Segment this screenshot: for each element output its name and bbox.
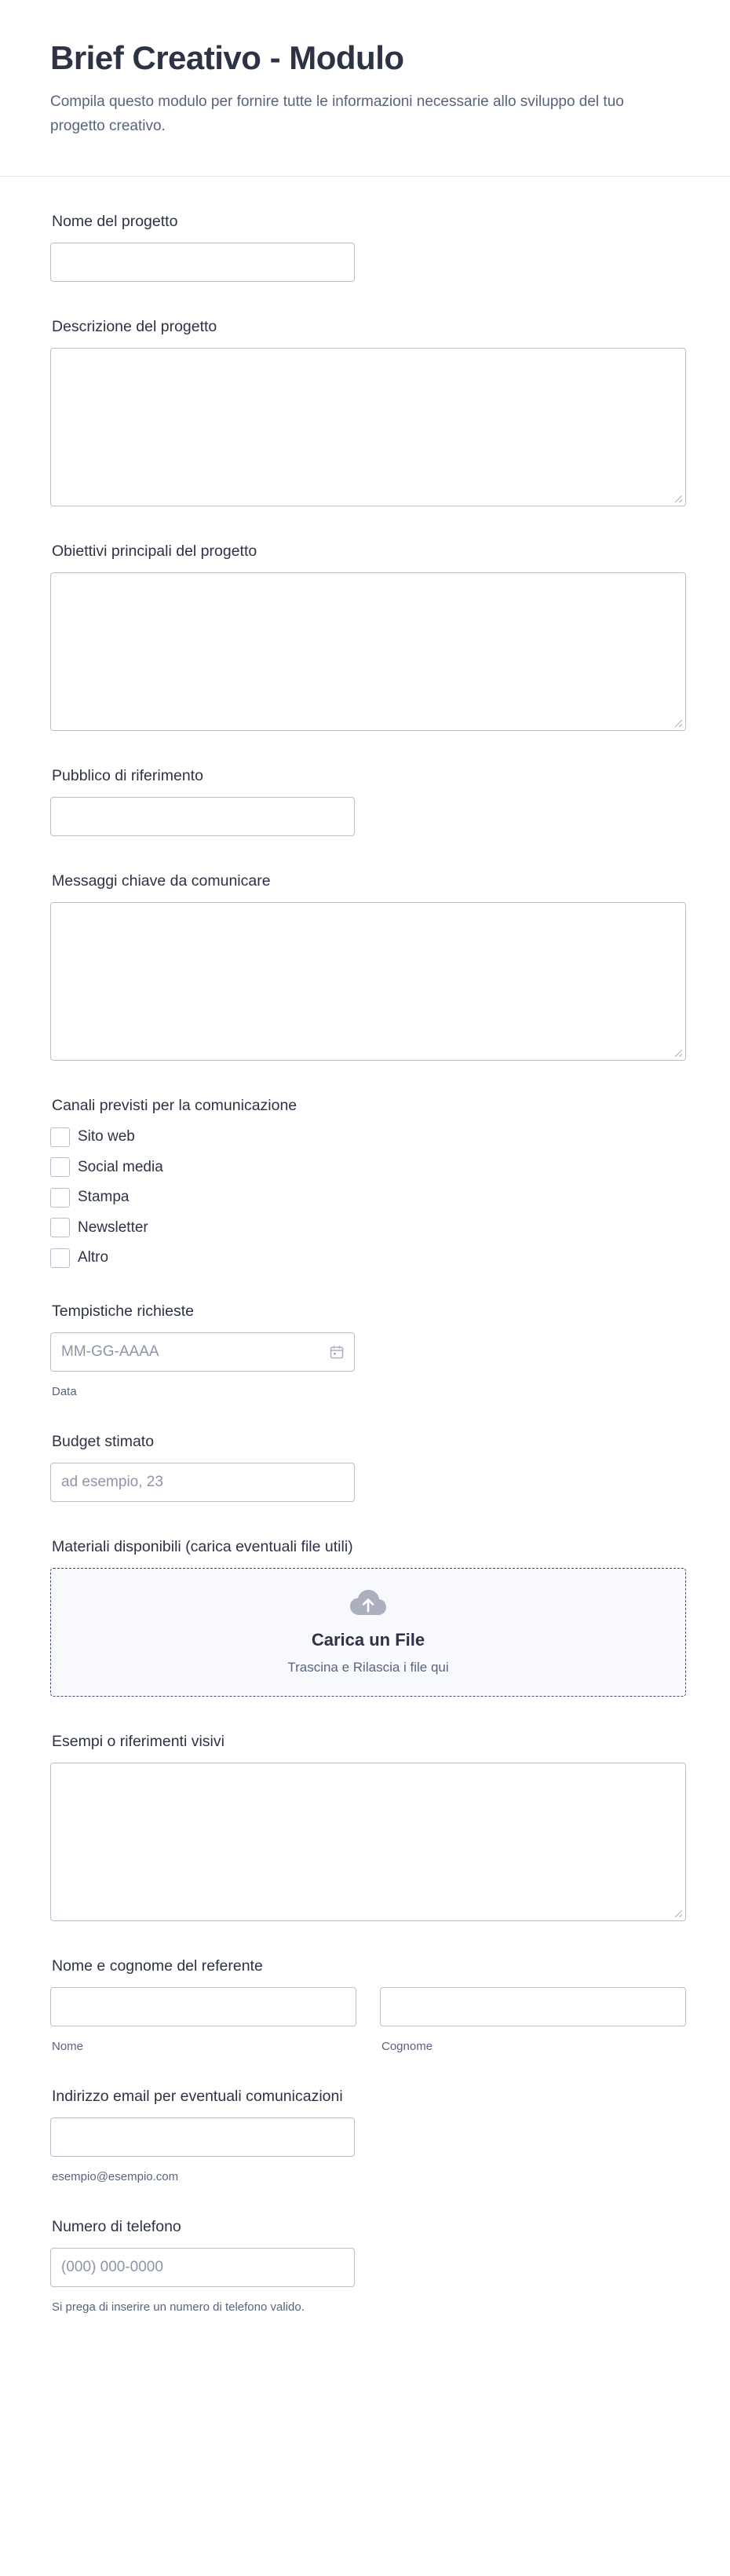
audience-label: Pubblico di riferimento: [52, 767, 203, 784]
project-description-label: Descrizione del progetto: [52, 318, 217, 335]
channel-option[interactable]: [50, 1248, 689, 1268]
resize-grip-icon[interactable]: [675, 1910, 682, 1917]
channel-option[interactable]: [50, 1187, 689, 1208]
objectives-textarea[interactable]: [50, 572, 686, 731]
date-input[interactable]: [50, 1332, 355, 1372]
project-description-textarea[interactable]: [50, 348, 686, 506]
checkbox[interactable]: [50, 1218, 70, 1237]
question-project-description: [50, 318, 689, 506]
name-row: [50, 1987, 689, 2053]
project-name-input[interactable]: [50, 243, 355, 282]
last-name-column: [380, 1987, 686, 2053]
channel-option[interactable]: [50, 1157, 689, 1178]
resize-grip-icon[interactable]: [675, 1050, 682, 1057]
form-description: Compila questo modulo per fornire tutte le informazioni necessarie allo sviluppo del tuo progetto creativo.: [50, 93, 624, 134]
budget-label: Budget stimato: [52, 1433, 155, 1450]
date-sublabel: Data: [52, 1385, 77, 1398]
timeline-label: Tempistiche richieste: [52, 1303, 194, 1320]
key-messages-textarea[interactable]: [50, 902, 686, 1061]
phone-placeholder: (000) 000-0000: [61, 2259, 163, 2275]
first-name-input[interactable]: [50, 1987, 356, 2026]
question-email: [50, 2088, 689, 2183]
phone-sublabel: Si prega di inserire un numero di telefono valido.: [52, 2300, 305, 2314]
channel-option[interactable]: [50, 1127, 689, 1147]
date-placeholder: MM-GG-AAAA: [61, 1343, 159, 1360]
question-contact-name: [50, 1957, 689, 2053]
contact-name-label: Nome e cognome del referente: [52, 1957, 263, 1975]
channel-option-label: Altro: [78, 1249, 109, 1266]
checkbox[interactable]: [50, 1157, 70, 1177]
question-key-messages: [50, 872, 689, 1061]
checkbox[interactable]: [50, 1127, 70, 1147]
visual-refs-label: Esempi o riferimenti visivi: [52, 1733, 224, 1750]
question-phone: [50, 2218, 689, 2314]
file-upload-dropzone[interactable]: [50, 1568, 686, 1697]
question-audience: [50, 767, 689, 836]
upload-subtitle: Trascina e Rilascia i file qui: [287, 1660, 449, 1675]
last-name-input[interactable]: [380, 1987, 686, 2026]
form-title: Brief Creativo - Modulo: [50, 39, 404, 76]
objectives-label: Obiettivi principali del progetto: [52, 543, 257, 560]
phone-label: Numero di telefono: [52, 2218, 181, 2235]
audience-input[interactable]: [50, 797, 355, 836]
channel-option-label: Stampa: [78, 1189, 130, 1205]
email-input[interactable]: [50, 2117, 355, 2157]
first-name-column: [50, 1987, 356, 2053]
question-channels: [50, 1097, 689, 1268]
materials-label: Materiali disponibili (carica eventuali file utili): [52, 1538, 353, 1555]
question-budget: [50, 1433, 689, 1502]
cloud-upload-icon: [349, 1589, 387, 1620]
checkbox[interactable]: [50, 1248, 70, 1268]
resize-grip-icon[interactable]: [675, 720, 682, 727]
question-visual-refs: [50, 1733, 689, 1921]
channel-option-label: Sito web: [78, 1128, 135, 1145]
question-objectives: [50, 543, 689, 731]
form-body: [0, 213, 730, 2314]
channel-option-label: Newsletter: [78, 1219, 148, 1236]
budget-placeholder: ad esempio, 23: [61, 1474, 163, 1490]
email-label: Indirizzo email per eventuali comunicazioni: [52, 2088, 343, 2105]
question-materials: [50, 1538, 689, 1697]
calendar-icon[interactable]: [330, 1345, 344, 1359]
key-messages-label: Messaggi chiave da comunicare: [52, 872, 271, 890]
channels-label: Canali previsti per la comunicazione: [52, 1097, 297, 1114]
phone-input[interactable]: [50, 2248, 355, 2287]
upload-title: Carica un File: [311, 1630, 425, 1650]
channels-checkbox-group: [50, 1127, 689, 1268]
checkbox[interactable]: [50, 1188, 70, 1208]
channel-option-label: Social media: [78, 1158, 163, 1175]
question-timeline: [50, 1303, 689, 1398]
question-project-name: [50, 213, 689, 282]
visual-refs-textarea[interactable]: [50, 1763, 686, 1921]
last-name-sublabel: Cognome: [381, 2040, 433, 2053]
resize-grip-icon[interactable]: [675, 495, 682, 502]
channel-option[interactable]: [50, 1218, 689, 1238]
form-header: [0, 0, 730, 177]
first-name-sublabel: Nome: [52, 2040, 84, 2053]
project-name-label: Nome del progetto: [52, 213, 178, 230]
budget-input[interactable]: [50, 1463, 355, 1502]
email-sublabel: esempio@esempio.com: [52, 2170, 179, 2183]
